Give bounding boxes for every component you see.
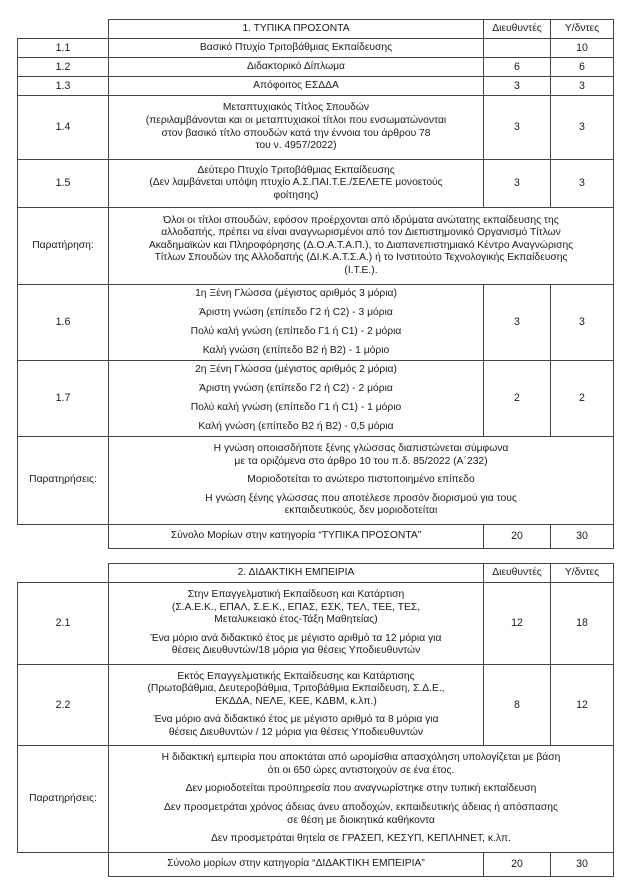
description-line: 2η Ξένη Γλώσσα (μέγιστος αριθμός 2 μόρια) <box>195 363 397 375</box>
deputies-points: 2 <box>551 361 614 437</box>
directors-points: 12 <box>484 583 551 665</box>
description-line: (Σ.Α.Ε.Κ., ΕΠΑΛ, Σ.Ε.Κ., ΕΠΑΣ, ΕΣΚ, ΤΕΛ, ΤΕΕ, ΤΕΣ, <box>171 601 421 613</box>
deputies-points: 3 <box>551 285 614 361</box>
total-label: Σύνολο Μορίων στην κατηγορία “ΤΥΠΙΚΑ ΠΡΟΣΟΝΤΑ” <box>109 525 484 549</box>
table-row <box>18 39 614 58</box>
description-line: Εκτός Επαγγελματικής Εκπαίδευσης και Κατάρτισης <box>177 670 415 682</box>
deputies-total: 30 <box>551 853 614 877</box>
deputies-points: 10 <box>551 39 614 58</box>
description-line: θέσεις Διευθυντών / 12 μόρια για θέσεις Υποδιευθυντών <box>168 726 424 738</box>
note-line: Η γνώση ξένης γλώσσας που αποτέλεσε προσόν διορισμού για τους <box>205 492 517 504</box>
description-line: (Πρωτοβάθμια, Δευτεροβάθμια, Τριτοβάθμια Εκπαίδευση, Σ.Δ.Ε., <box>147 683 445 695</box>
description-line: ΕΚΔΔΑ, ΝΕΛΕ, ΚΕΕ, ΚΔΒΜ, κ.λπ.) <box>215 695 377 707</box>
table-teaching-experience <box>17 563 614 877</box>
note-line: Τίτλων Σπουδών της Αλλοδαπής (ΔΙ.Κ.Α.Τ.Σ.Α.) ή το Ινστιτούτο Τεχνολογικής Εκπαίδευσης <box>154 252 568 264</box>
note-label: Παρατηρήσεις: <box>18 746 109 853</box>
column-header-deputies: Υ/δντες <box>551 564 614 583</box>
description-line: (περιλαμβάνονται και οι μεταπτυχιακοί τίτλοι που ενσωματώνονται <box>145 114 447 126</box>
table-row-language-2 <box>18 361 614 437</box>
note-line: με τα οριζόμενα στο άρθρο 10 του π.δ. 85/2022 (Α΄232) <box>234 455 488 467</box>
description-line: (Δεν λαμβάνεται υπόψη πτυχίο Α.Σ.ΠΑΙ.Τ.Ε./ΣΕΛΕΤΕ μονοετούς <box>149 177 443 189</box>
directors-total: 20 <box>484 525 551 549</box>
description-line: θέσεις Διευθυντών/18 μόρια για θέσεις Υποδιευθυντών <box>171 645 421 657</box>
table-row <box>18 77 614 96</box>
deputies-points: 3 <box>551 96 614 160</box>
note-row <box>18 208 614 285</box>
note-line: εκπαιδευτικούς, δεν μοριοδοτείται <box>284 505 438 517</box>
deputies-points: 6 <box>551 58 614 77</box>
row-code: 1.4 <box>18 96 109 160</box>
description-line: Άριστη γνώση (επίπεδο Γ2 ή C2) - 2 μόρια <box>199 382 393 394</box>
row-description <box>109 285 484 361</box>
note-line: ότι οι 650 ώρες αντιστοιχούν σε ένα έτος. <box>267 764 455 776</box>
deputies-total: 30 <box>551 525 614 549</box>
description-line: Καλή γνώση (επίπεδο Β2 ή Β2) - 1 μόριο <box>202 344 390 356</box>
row-description: Διδακτορικό Δίπλωμα <box>109 58 484 77</box>
description-line: Άριστη γνώση (επίπεδο Γ2 ή C2) - 3 μόρια <box>199 306 393 318</box>
description-line: στον βασικό τίτλο σπουδών κατά την έννοια του άρθρου 78 <box>161 127 431 139</box>
column-header-deputies: Υ/δντες <box>551 20 614 39</box>
description-line: 1η Ξένη Γλώσσα (μέγιστος αριθμός 3 μόρια) <box>195 287 397 299</box>
row-code: 1.2 <box>18 58 109 77</box>
row-description: Βασικό Πτυχίο Τριτοβάθμιας Εκπαίδευσης <box>109 39 484 58</box>
note-label: Παρατήρηση: <box>18 208 109 285</box>
directors-points: 8 <box>484 665 551 746</box>
description-line: Στην Επαγγελματική Εκπαίδευση και Κατάρτιση <box>187 589 405 601</box>
note-line: σε θέση με διοικητικά καθήκοντα <box>287 814 435 826</box>
row-code: 2.2 <box>18 665 109 746</box>
note-row <box>18 437 614 525</box>
row-description <box>109 361 484 437</box>
table-row <box>18 665 614 746</box>
row-description: Απόφοιτος ΕΣΔΔΑ <box>109 77 484 96</box>
table-row <box>18 96 614 160</box>
description-line: Δεύτερο Πτυχίο Τριτοβάθμιας Εκπαίδευσης <box>197 164 395 176</box>
description-line: του ν. 4957/2022) <box>255 140 337 152</box>
note-line: (Ι.Τ.Ε.). <box>344 264 378 276</box>
row-description <box>109 583 484 665</box>
description-line: Καλή γνώση (επίπεδο Β2 ή Β2) - 0,5 μόρια <box>198 420 394 432</box>
deputies-points: 12 <box>551 665 614 746</box>
deputies-points: 18 <box>551 583 614 665</box>
directors-points: 2 <box>484 361 551 437</box>
note-line: Η γνώση οποιασδήποτε ξένης γλώσσας διαπιστώνεται σύμφωνα <box>213 443 509 455</box>
note-line: Δεν προσμετράται θητεία σε ΓΡΑΣΕΠ, ΚΕΣΥΠ, ΚΕΠΛΗΝΕΤ, κ.λπ. <box>211 833 511 845</box>
directors-points: 3 <box>484 160 551 208</box>
description-line: Μεταλυκειακό έτος-Τάξη Μαθητείας) <box>214 614 378 626</box>
table-row <box>18 583 614 665</box>
directors-points <box>484 39 551 58</box>
table-row <box>18 160 614 208</box>
row-code: 1.5 <box>18 160 109 208</box>
description-line: φοίτησης) <box>273 189 319 201</box>
table-header-row <box>18 20 614 39</box>
description-line: Μεταπτυχιακός Τίτλος Σπουδών <box>222 102 370 114</box>
total-row <box>18 853 614 877</box>
description-line: Ένα μόριο ανά διδακτικό έτος με μέγιστο αριθμό τα 8 μόρια για <box>153 714 439 726</box>
note-text <box>109 208 614 285</box>
note-line: Δεν προσμετράται χρόνος άδειας άνευ αποδοχών, εκπαιδευτικής άδειας ή απόσπασης <box>164 802 558 813</box>
column-header-directors: Διευθυντές <box>484 20 551 39</box>
row-code: 1.3 <box>18 77 109 96</box>
directors-total: 20 <box>484 853 551 877</box>
total-label: Σύνολο μορίων στην κατηγορία “ΔΙΔΑΚΤΙΚΗ ΕΜΠΕΙΡΙΑ” <box>109 853 484 877</box>
note-line: Η διδακτική εμπειρία που αποκτάται από ωρομίσθια απασχόληση υπολογίζεται με βάση <box>161 752 561 764</box>
row-description <box>109 96 484 160</box>
note-line: Ακαδημαϊκών και Πληροφόρησης (Δ.Ο.Α.Τ.Α.Π.), το Διαπανεπιστημιακό Κέντρο Αναγνώρισης <box>148 239 574 251</box>
row-code: 1.1 <box>18 39 109 58</box>
row-description <box>109 160 484 208</box>
description-line: Ένα μόριο ανά διδακτικό έτος με μέγιστο αριθμό τα 12 μόρια για <box>150 632 442 644</box>
note-line: αλλοδαπής, πρέπει να είναι αναγνωρισμένοι από τον Διεπιστημονικό Οργανισμό Τίτλων <box>161 227 561 239</box>
table-row <box>18 58 614 77</box>
row-code: 1.7 <box>18 361 109 437</box>
total-row <box>18 525 614 549</box>
note-line: Όλοι οι τίτλοι σπουδών, εφόσον προέρχονται από ιδρύματα ανώτατης εκπαίδευσης της <box>163 214 559 226</box>
description-line: Πολύ καλή γνώση (επίπεδο Γ1 ή C1) - 1 μόριο <box>190 401 402 413</box>
note-text <box>109 746 614 853</box>
table-row-language-1 <box>18 285 614 361</box>
note-line: Δεν μοριοδοτείται προϋπηρεσία που αναγνωρίστηκε στην τυπική εκπαίδευση <box>185 783 537 795</box>
row-code: 1.6 <box>18 285 109 361</box>
section-title: 1. ΤΥΠΙΚΑ ΠΡΟΣΟΝΤΑ <box>109 20 484 39</box>
directors-points: 6 <box>484 58 551 77</box>
column-header-directors: Διευθυντές <box>484 564 551 583</box>
table-formal-qualifications <box>17 19 614 549</box>
note-line: Μοριοδοτείται το ανώτερο πιστοποιημένο επίπεδο <box>247 474 475 486</box>
row-code: 2.1 <box>18 583 109 665</box>
deputies-points: 3 <box>551 160 614 208</box>
table-header-row <box>18 564 614 583</box>
directors-points: 3 <box>484 96 551 160</box>
note-text <box>109 437 614 525</box>
directors-points: 3 <box>484 285 551 361</box>
section-title: 2. ΔΙΔΑΚΤΙΚΗ ΕΜΠΕΙΡΙΑ <box>109 564 484 583</box>
note-row <box>18 746 614 853</box>
note-label: Παρατηρήσεις: <box>18 437 109 525</box>
deputies-points: 3 <box>551 77 614 96</box>
row-description <box>109 665 484 746</box>
description-line: Πολύ καλή γνώση (επίπεδο Γ1 ή C1) - 2 μόρια <box>190 325 402 337</box>
directors-points: 3 <box>484 77 551 96</box>
